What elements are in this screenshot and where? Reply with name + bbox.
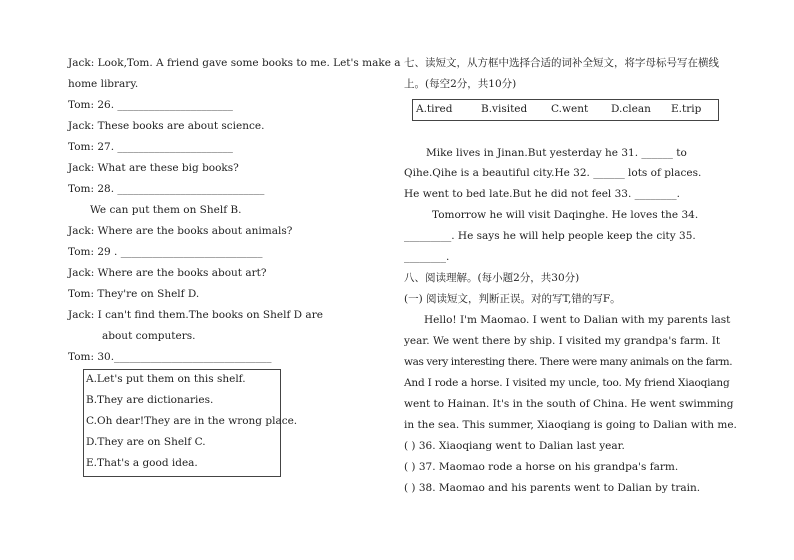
dialogue-line: Jack: I can't find them.The books on Shelf D are [68, 309, 323, 321]
option-a: A.Let's put them on this shelf. [86, 373, 246, 385]
option-c: C.Oh dear!They are in the wrong place. [86, 415, 298, 427]
passage-1-line: Mike lives in Jinan.But yesterday he 31. ______ to [426, 147, 687, 159]
dialogue-line-28: Tom: 28. ____________________________ [68, 183, 265, 195]
passage-2-line: year. We went there by ship. I visited my grandpa's farm. It [404, 335, 721, 347]
question-36: ( ) 36. Xiaoqiang went to Dalian last year. [404, 440, 625, 452]
passage-1-line: Qihe.Qihe is a beautiful city.He 32. ______ lots of places. [404, 167, 702, 179]
section-7-title: 七、读短文，从方框中选择合适的词补全短文，将字母标号写在横线 [404, 57, 719, 69]
dialogue-line: Jack: Where are the books about art? [68, 267, 267, 279]
dialogue-line: We can put them on Shelf B. [90, 204, 242, 216]
dialogue-line: about computers. [102, 330, 196, 342]
dialogue-line-27: Tom: 27. ______________________ [68, 141, 233, 153]
dialogue-line: home library. [68, 78, 139, 90]
question-37: ( ) 37. Maomao rode a horse on his grandpa's farm. [404, 461, 679, 473]
passage-1-line: He went to bed late.But he did not feel 33. ________. [404, 188, 681, 200]
passage-1-line: ________. [404, 251, 450, 263]
dialogue-line-30: Tom: 30.______________________________ [68, 351, 272, 363]
section-7-title-cont: 上。(每空2分，共10分) [404, 78, 517, 90]
part-1-title: (一) 阅读短文，判断正误。对的写T,错的写F。 [404, 293, 621, 305]
passage-1-line: _________. He says he will help people keep the city 35. [404, 230, 696, 242]
option-b: B.They are dictionaries. [86, 394, 214, 406]
word-e: E.trip [671, 103, 702, 115]
dialogue-line-29: Tom: 29 . ___________________________ [68, 246, 263, 258]
passage-1-line: Tomorrow he will visit Daqinghe. He loves the 34. [432, 209, 699, 221]
dialogue-line: Jack: These books are about science. [68, 120, 265, 132]
word-d: D.clean [611, 103, 651, 115]
passage-2-line: And I rode a horse. I visited my uncle, too. My friend Xiaoqiang [404, 377, 730, 389]
word-a: A.tired [416, 103, 453, 115]
passage-2-line: in the sea. This summer, Xiaoqiang is going to Dalian with me. [404, 419, 737, 431]
dialogue-line-26: Tom: 26. ______________________ [68, 99, 233, 111]
dialogue-line: Jack: Look,Tom. A friend gave some books to me. Let's make a [68, 57, 401, 69]
options-box [83, 369, 298, 477]
word-box [412, 99, 719, 121]
dialogue-line: Tom: They're on Shelf D. [68, 288, 200, 300]
question-38: ( ) 38. Maomao and his parents went to Dalian by train. [404, 482, 701, 494]
passage-2-line: Hello! I'm Maomao. I went to Dalian with my parents last [424, 314, 731, 326]
option-d: D.They are on Shelf C. [86, 436, 206, 448]
option-e: E.That's a good idea. [86, 457, 198, 469]
word-c: C.went [551, 103, 589, 115]
passage-2-line: went to Hainan. It's in the south of China. He went swimming [404, 398, 734, 410]
passage-2-line: was very interesting there. There were many animals on the farm. [404, 356, 733, 368]
dialogue-line: Jack: Where are the books about animals? [68, 225, 293, 237]
section-8-title: 八、阅读理解。(每小题2分，共30分) [404, 272, 580, 284]
word-b: B.visited [481, 103, 528, 115]
dialogue-line: Jack: What are these big books? [68, 162, 239, 174]
